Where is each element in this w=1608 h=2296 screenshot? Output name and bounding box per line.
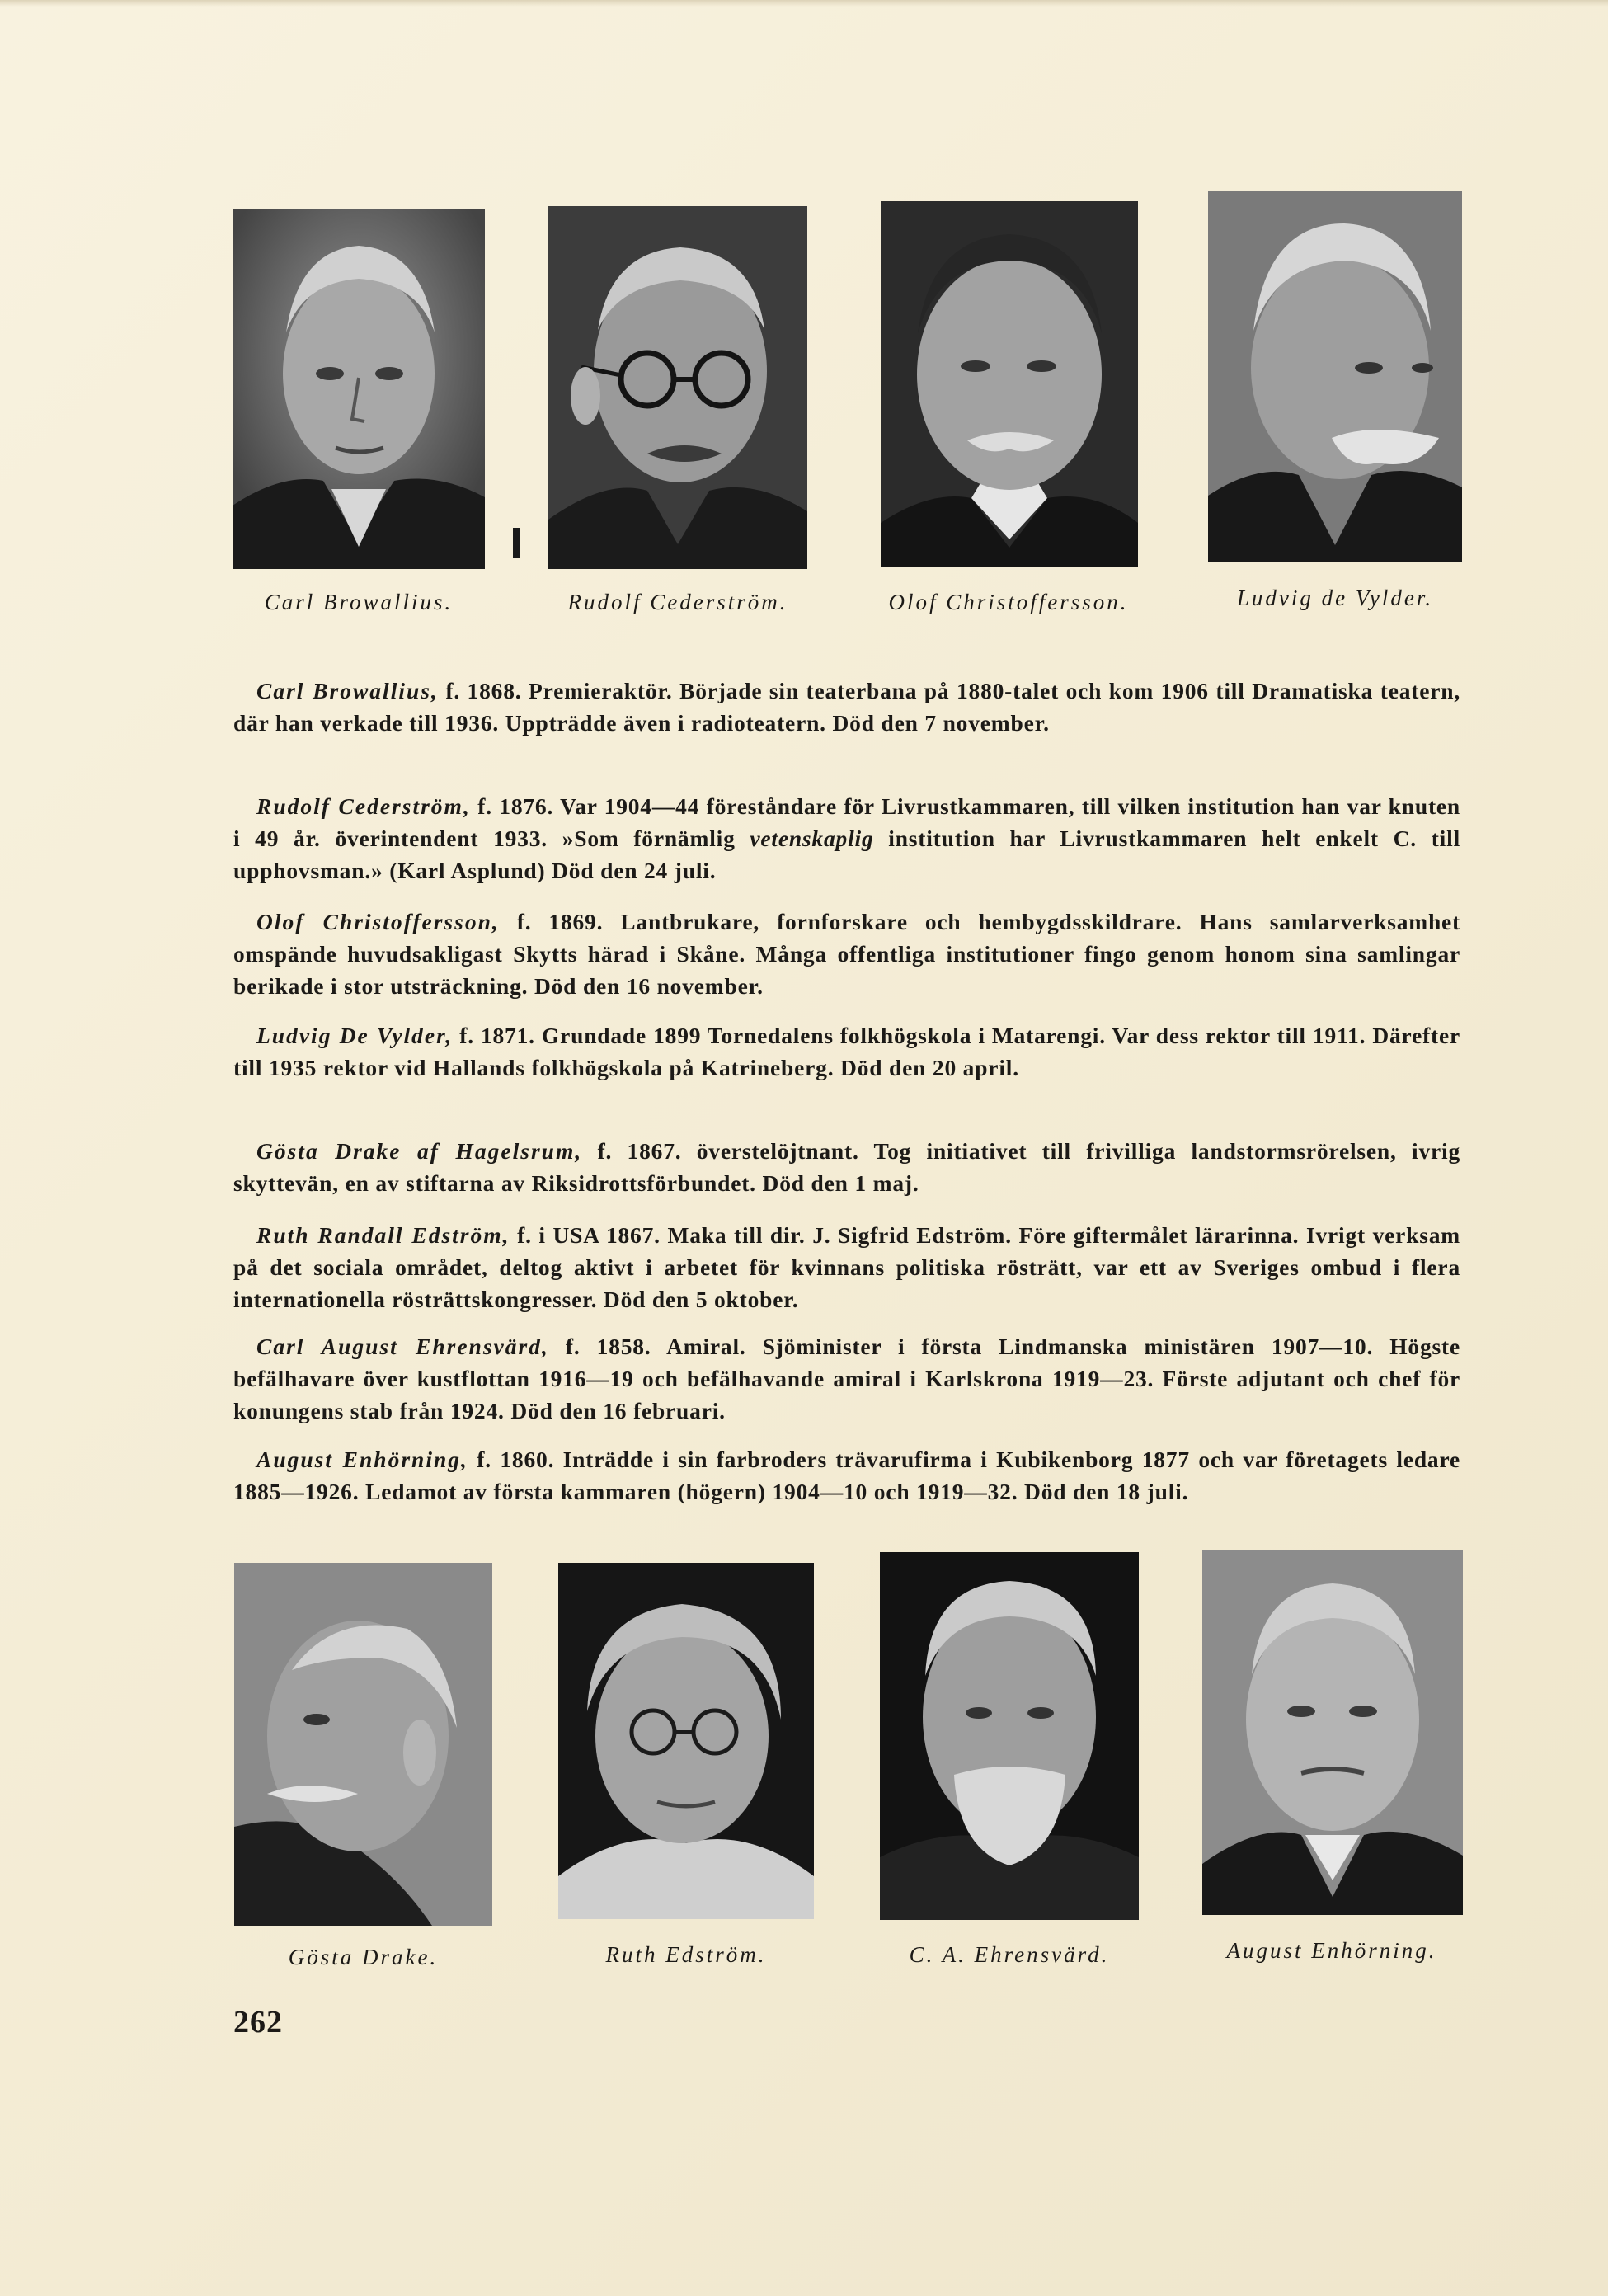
entry-name: August Enhörning,: [256, 1447, 468, 1472]
entry-name: Ludvig De Vylder,: [256, 1023, 454, 1048]
print-mark: [513, 528, 520, 558]
entry-carl-august-ehrensvard: [233, 1330, 1460, 1427]
caption-ludvig-de-vylder: Ludvig de Vylder.: [1236, 586, 1434, 610]
entry-text: institution har Livrustkammaren helt enkelt C. till upphovsman.» (Karl Asplund) Död den 24 juli.: [233, 826, 1461, 883]
entry-text: f. 1860. Inträdde i sin farbroders trävarufirma i Kubikenborg 1877 och var företagets ledare 1885—1926. Ledamot av första kammaren (högern) 1904—10 och 1919—32. Död den 18 juli.: [233, 1447, 1460, 1504]
caption-olof-christoffersson: Olof Christoffersson.: [888, 590, 1129, 614]
entry-olof-christoffersson: [233, 906, 1460, 1002]
entry-name: Carl August Ehrensvärd,: [256, 1334, 549, 1359]
caption-gosta-drake: Gösta Drake.: [288, 1945, 439, 1969]
page-edge-shadow: [0, 0, 1608, 7]
entry-august-enhorning: [233, 1443, 1460, 1508]
portrait-c-a-ehrensvard: [880, 1552, 1139, 1920]
entry-emphasis: vetenskaplig: [750, 826, 874, 851]
entry-name: Ruth Randall Edström,: [256, 1222, 510, 1248]
entry-text: f. 1869. Lantbrukare, fornforskare och hembygdsskildrare. Hans samlarverksamhet omspände huvudsakligast Skytts härad i Skåne. Många offentliga institutioner fingo genom honom sina samlingar berikade i stor utsträckning. Död den 16 november.: [233, 909, 1461, 999]
entry-text: f. i USA 1867. Maka till dir. J. Sigfrid Edström. Före giftermålet lärarinna. Ivrigt verksam på det sociala området, deltog aktivt i arbetet för kvinnans politiska rösträtt, var ett av Sveriges ombud i flera internationella rösträttskongresser. Död den 5 oktober.: [233, 1222, 1461, 1312]
entry-ruth-edstrom: [233, 1219, 1460, 1315]
entry-carl-browallius: [233, 675, 1460, 739]
page-number: 262: [233, 2005, 283, 2040]
caption-august-enhorning: August Enhörning.: [1226, 1938, 1437, 1963]
entry-text: f. 1858. Amiral. Sjöminister i första Lindmanska ministären 1907—10. Högste befälhavare över kustflottan 1916—19 och befälhavande amiral i Karlskrona 1919—23. Förste adjutant och chef för konungens stab från 1924. Död den 16 februari.: [233, 1334, 1461, 1423]
entry-text: f. 1867. överstelöjtnant. Tog initiativet till frivilliga landstormsrörelsen, ivrig skyttevän, en av stiftarna av Riksidrottsförbundet. Död den 1 maj.: [233, 1138, 1461, 1196]
entry-name: Rudolf Cederström,: [256, 793, 471, 819]
caption-carl-browallius: Carl Browallius.: [264, 590, 454, 614]
entry-text: f. 1871. Grundade 1899 Tornedalens folkhögskola i Matarengi. Var dess rektor till 1911. Därefter till 1935 rektor vid Hallands folkhögskola på Katrineberg. Död den 20 april.: [233, 1023, 1460, 1080]
entry-text: f. 1876. Var 1904—44 föreståndare för Livrustkammaren, till vilken institution han var knuten i 49 år. överintendent 1933. »Som förnämlig: [233, 793, 1461, 851]
portrait-ruth-edstrom: [558, 1563, 814, 1919]
portrait-ludvig-de-vylder: [1208, 191, 1462, 562]
entry-gosta-drake: [233, 1135, 1460, 1199]
caption-ruth-edstrom: Ruth Edström.: [605, 1942, 767, 1967]
caption-rudolf-cederstrom: Rudolf Cederström.: [567, 590, 788, 614]
portrait-rudolf-cederstrom: [548, 206, 807, 569]
portrait-august-enhorning: [1202, 1550, 1463, 1915]
entry-name: Gösta Drake af Hagelsrum,: [256, 1138, 583, 1164]
entry-rudolf-cederstrom: [233, 790, 1460, 887]
portrait-carl-browallius: [233, 209, 485, 569]
portrait-olof-christoffersson: [881, 201, 1138, 567]
portrait-gosta-drake: [234, 1563, 492, 1926]
entry-name: Carl Browallius,: [256, 678, 439, 703]
caption-c-a-ehrensvard: C. A. Ehrensvärd.: [909, 1942, 1110, 1967]
entry-name: Olof Christoffersson,: [256, 909, 500, 934]
entry-ludvig-de-vylder: [233, 1019, 1460, 1084]
entry-text: f. 1868. Premieraktör. Började sin teaterbana på 1880-talet och kom 1906 till Dramatiska teatern, där han verkade till 1936. Uppträdde även i radioteatern. Död den 7 november.: [233, 678, 1460, 736]
